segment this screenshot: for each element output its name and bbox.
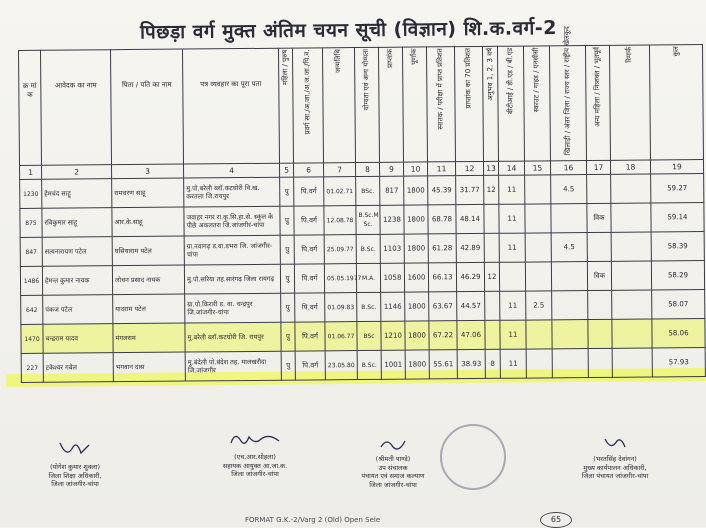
address-cell: मु.बंदेली पो.बंदेश तह. मालखरौदा जि.जांजगीर <box>185 351 281 381</box>
grand-total-cell: 58.39 <box>651 232 704 261</box>
serial-number-cell: 227 <box>21 353 43 382</box>
remark-cell <box>612 290 652 319</box>
father-name-cell: मंगलराम <box>113 323 185 353</box>
address-cell: मु.पो.सरिया तह.सारंगढ़ जिला रायगढ़ <box>184 264 280 294</box>
bti-cell: 11 <box>500 349 526 378</box>
serial-number-cell: 847 <box>20 237 42 266</box>
experience-cell: 8 <box>485 349 500 378</box>
qualification-cell: BSc <box>357 321 381 350</box>
column-number-cell: 13 <box>483 161 498 175</box>
father-name-cell: आर.के.साहू <box>112 207 184 237</box>
serial-number-cell: 1486 <box>20 266 42 295</box>
address-cell: ग्रा.नवागढ़ ड.वा.डभरा जि. जांजगीर-चांपा <box>184 235 280 265</box>
scout-cell <box>525 233 551 262</box>
total-marks-cell: 1800 <box>404 176 428 205</box>
dob-cell: 01.06.77 <box>325 322 357 351</box>
seventy-percent-cell: 31.77 <box>456 175 484 204</box>
total-marks-cell: 1800 <box>405 350 429 379</box>
signature-block-deputy-director: (श्रीमती पाण्डे) उप संचालक पंचायत एवं समाज कल्याण जिला जांजगीर-चांपा <box>338 435 448 489</box>
header-cell: क्र मां क <box>19 50 42 165</box>
signature-area <box>0 425 706 515</box>
header-cell: पत्र व्यवहार का पूरा पता <box>182 48 279 164</box>
bti-cell: 11 <box>499 175 525 204</box>
grand-total-cell: 59.27 <box>651 174 704 203</box>
gender-cell: पु <box>281 322 295 351</box>
column-number-cell: 1 <box>20 165 42 179</box>
remark-cell <box>611 203 651 232</box>
header-cell: प्रवर्ग सा./अ.जा./अ.ज.जा./पि.व. <box>292 48 323 163</box>
experience-cell: 12 <box>484 262 499 291</box>
father-name-cell: लोचन प्रसाद नायक <box>112 265 184 295</box>
category-cell: पि.वर्ग <box>294 264 324 293</box>
header-row <box>19 45 704 166</box>
seventy-percent-cell: 42.89 <box>456 233 484 262</box>
grand-total-cell: 58.06 <box>652 319 705 348</box>
header-cell: योग्यता एवं अन्य योग्यता <box>354 47 379 162</box>
total-marks-cell: 1800 <box>405 292 429 321</box>
remark-cell <box>612 319 652 348</box>
header-cell: जन्मतिथि <box>322 48 355 163</box>
category-cell: पि.वर्ग <box>294 206 324 235</box>
column-number-cell: 14 <box>498 161 524 175</box>
category-cell: पि.वर्ग <box>295 322 325 351</box>
serial-number-cell: 642 <box>21 295 43 324</box>
percentage-cell: 66.13 <box>428 263 456 292</box>
sports-cell <box>552 320 588 349</box>
header-cell: अन्य महिला / निःशक्त / भूतपूर्व <box>585 45 610 160</box>
dob-cell: 01.02.71 <box>324 177 356 206</box>
total-marks-cell: 1800 <box>405 321 429 350</box>
header-cell: बीटीआई / डी.एड / बी.एड <box>497 46 524 161</box>
gender-cell: पु <box>280 264 294 293</box>
column-number-cell: 7 <box>323 163 355 177</box>
column-number-cell: 19 <box>650 160 703 174</box>
sports-cell: 4.5 <box>551 233 587 262</box>
gender-cell: पु <box>281 351 295 380</box>
qualification-cell: B.Sc. <box>357 350 381 379</box>
applicant-name-cell: टकेश्वर गबेल <box>43 353 113 383</box>
signature-block-deo: (योगेश कुमार शुक्ला) जिला शिक्षा अधिकारी, जिला जांजगीर-चांपा <box>20 439 130 489</box>
column-number-cell: 11 <box>427 162 455 176</box>
gender-cell: पु <box>281 293 295 322</box>
grand-total-cell: 58.29 <box>651 261 704 290</box>
experience-cell <box>484 233 499 262</box>
qualification-cell: B.Sc. <box>356 234 380 263</box>
serial-number-cell: 1230 <box>20 179 42 208</box>
signature-scribble-icon <box>225 429 285 451</box>
marks-obtained-cell: 1058 <box>380 263 404 292</box>
column-number-cell: 17 <box>586 160 610 174</box>
scout-cell <box>526 349 552 378</box>
gender-cell: पु <box>280 177 294 206</box>
remark-cell <box>611 261 651 290</box>
other-cell <box>588 290 612 319</box>
experience-cell <box>484 204 499 233</box>
scout-cell <box>525 204 551 233</box>
header-cell: अनुभव 1, 2, 3 वर्ष <box>482 46 498 161</box>
address-cell: मु.बरेली ब्लॉ.कटघोरी जि. रायपुर <box>185 322 281 352</box>
remark-cell <box>611 174 651 203</box>
column-number-cell: 9 <box>379 162 403 176</box>
marks-obtained-cell: 817 <box>380 176 404 205</box>
percentage-cell: 45.39 <box>428 176 456 205</box>
other-cell <box>587 174 611 203</box>
total-marks-cell: 1800 <box>404 234 428 263</box>
bti-cell: 11 <box>500 320 526 349</box>
column-number-cell: 8 <box>355 162 379 176</box>
header-cell: आवेदक का नाम <box>41 50 112 166</box>
seventy-percent-cell: 44.57 <box>457 291 485 320</box>
header-cell: कुल <box>649 45 703 160</box>
table-body <box>20 174 706 383</box>
address-cell: मु.पो.बरेली ब्लॉ.कटघोरी वि.ख. करतला जि.रायपुर <box>184 177 280 207</box>
category-cell: पि.वर्ग <box>294 177 324 206</box>
header-cell: खिलाड़ी / अंतर जिला / राज्य स्तर / राष्ट्रीय खेलकूद <box>549 46 586 161</box>
signature-scribble-icon <box>373 435 413 453</box>
dob-cell: 01.09.83 <box>325 293 357 322</box>
table-row <box>21 348 705 383</box>
column-number-cell: 6 <box>293 163 323 177</box>
other-cell <box>588 319 612 348</box>
header-cell: प्राप्तांक का 70 प्रतिशत <box>454 46 483 161</box>
header-cell: महिला / पुरुष <box>278 48 293 163</box>
total-marks-cell: 1800 <box>404 205 428 234</box>
experience-cell <box>485 291 500 320</box>
experience-cell: 12 <box>484 175 499 204</box>
other-cell <box>588 348 612 377</box>
category-cell: पि.वर्ग <box>295 293 325 322</box>
page-number: 65 <box>540 512 572 528</box>
percentage-cell: 55.61 <box>429 350 457 379</box>
applicant-name-cell: पंकज पटेल <box>43 295 113 325</box>
seventy-percent-cell: 48.14 <box>456 204 484 233</box>
marks-obtained-cell: 1146 <box>381 292 405 321</box>
qualification-cell: BSc. <box>356 176 380 205</box>
header-cell: प्राप्तांक <box>378 47 403 162</box>
signature-block-assistant-commissioner: (एच.आर.सोहला) सहायक आयुक्त आ.जा.क. जिला जांजगीर-चांपा <box>200 429 310 479</box>
marks-obtained-cell: 1103 <box>380 234 404 263</box>
bti-cell: 11 <box>499 233 525 262</box>
serial-number-cell: 875 <box>20 208 42 237</box>
address-cell: जवाहर नगर रा.कृ.सि.हा.से. स्कूल के पीछे अकलतरा जि.जांजगीर-चांपा <box>184 206 280 236</box>
father-name-cell: यादराम पटेल <box>113 294 185 324</box>
bti-cell: 11 <box>500 291 526 320</box>
column-number-cell: 10 <box>403 162 427 176</box>
column-number-cell: 12 <box>455 161 483 175</box>
scout-cell: 2.5 <box>526 291 552 320</box>
header-cell: पूर्णांक <box>402 47 427 162</box>
remark-cell <box>611 232 651 261</box>
sports-cell <box>551 262 587 291</box>
sports-cell: 4.5 <box>551 175 587 204</box>
scout-cell <box>526 320 552 349</box>
column-number-cell: 3 <box>112 164 184 179</box>
grand-total-cell: 57.93 <box>652 348 705 377</box>
father-name-cell: भगवान दास <box>113 352 185 382</box>
father-name-cell: घसियाराम पटेल <box>112 236 184 266</box>
grand-total-cell: 58.07 <box>652 290 705 319</box>
column-number-cell: 2 <box>42 165 112 180</box>
seventy-percent-cell: 47.06 <box>457 320 485 349</box>
applicant-name-cell: चन्द्रराम यादव <box>43 324 113 354</box>
dob-cell: 12.08.78 <box>324 206 356 235</box>
document-title: पिछड़ा वर्ग मुक्त अंतिम चयन सूची (विज्ञान) शि.क.वर्ग-2 <box>139 17 558 44</box>
serial-number-cell: 1470 <box>21 324 43 353</box>
grand-total-cell: 59.14 <box>651 203 704 232</box>
column-number-cell: 18 <box>610 160 650 174</box>
column-number-cell: 15 <box>524 161 550 175</box>
applicant-name-cell: हेमन्त कुमार नायक <box>42 266 112 296</box>
other-cell <box>587 232 611 261</box>
applicant-name-cell: हेमचंद साहू <box>42 179 112 209</box>
bti-cell <box>499 262 525 291</box>
column-number-cell: 4 <box>184 163 280 178</box>
marks-obtained-cell: 1001 <box>381 350 405 379</box>
dob-cell: 23.05.80 <box>325 351 357 380</box>
address-cell: ग्रा.पो.किरारी ड. वा. चन्द्रपुर जि.जांजगीर-चांपा <box>185 293 281 323</box>
column-number-cell: 16 <box>550 161 586 175</box>
header-cell: स्काउट / गाइड / एनसीसी <box>523 46 550 161</box>
total-marks-cell: 1600 <box>404 263 428 292</box>
applicant-name-cell: रविकुमार साहू <box>42 208 112 238</box>
column-number-cell: 5 <box>279 163 293 177</box>
dob-cell: 05.05.1977 <box>324 264 356 293</box>
marks-obtained-cell: 1238 <box>380 205 404 234</box>
header-cell: पिता / पति का नाम <box>111 49 184 165</box>
percentage-cell: 61.28 <box>428 234 456 263</box>
qualification-cell: M.A. <box>356 263 380 292</box>
applicant-name-cell: सत्यनारायण पटेल <box>42 237 112 267</box>
gender-cell: पु <box>280 235 294 264</box>
signature-block-ceo: (भरतसिंह देवांगन) मुख्य कार्यपालन अधिकारी, जिला पंचायत जांजगीर-चांपा <box>545 435 685 481</box>
signature-scribble-icon <box>55 439 95 461</box>
sports-cell <box>552 349 588 378</box>
form-footer: FORMAT G.K.-2/Varg 2 (Old) Open Sele <box>245 516 381 524</box>
father-name-cell: रामचरण साहू <box>112 178 184 208</box>
signature-scribble-icon <box>595 435 635 453</box>
bti-cell: 11 <box>499 204 525 233</box>
header-cell: रिमार्क <box>609 45 650 160</box>
marks-obtained-cell: 1210 <box>381 321 405 350</box>
scout-cell <box>525 175 551 204</box>
gender-cell: पु <box>280 206 294 235</box>
qualification-cell: B.Sc. <box>357 292 381 321</box>
percentage-cell: 63.67 <box>429 292 457 321</box>
header-cell: स्नातक / परीक्षा में प्राप्त प्रतिशत <box>426 47 455 162</box>
percentage-cell: 68.78 <box>428 205 456 234</box>
remark-cell <box>612 348 652 377</box>
seventy-percent-cell: 38.93 <box>457 349 485 378</box>
qualification-cell: B.Sc.M Sc. <box>356 205 380 234</box>
scout-cell <box>525 262 551 291</box>
seventy-percent-cell: 46.29 <box>456 262 484 291</box>
experience-cell <box>485 320 500 349</box>
category-cell: पि.वर्ग <box>294 235 324 264</box>
dob-cell: 25.09.77 <box>324 235 356 264</box>
sports-cell <box>552 291 588 320</box>
sports-cell <box>551 204 587 233</box>
other-cell: विक <box>587 203 611 232</box>
other-cell: विक <box>587 261 611 290</box>
percentage-cell: 67.22 <box>429 321 457 350</box>
category-cell: पि.वर्ग <box>295 351 325 380</box>
